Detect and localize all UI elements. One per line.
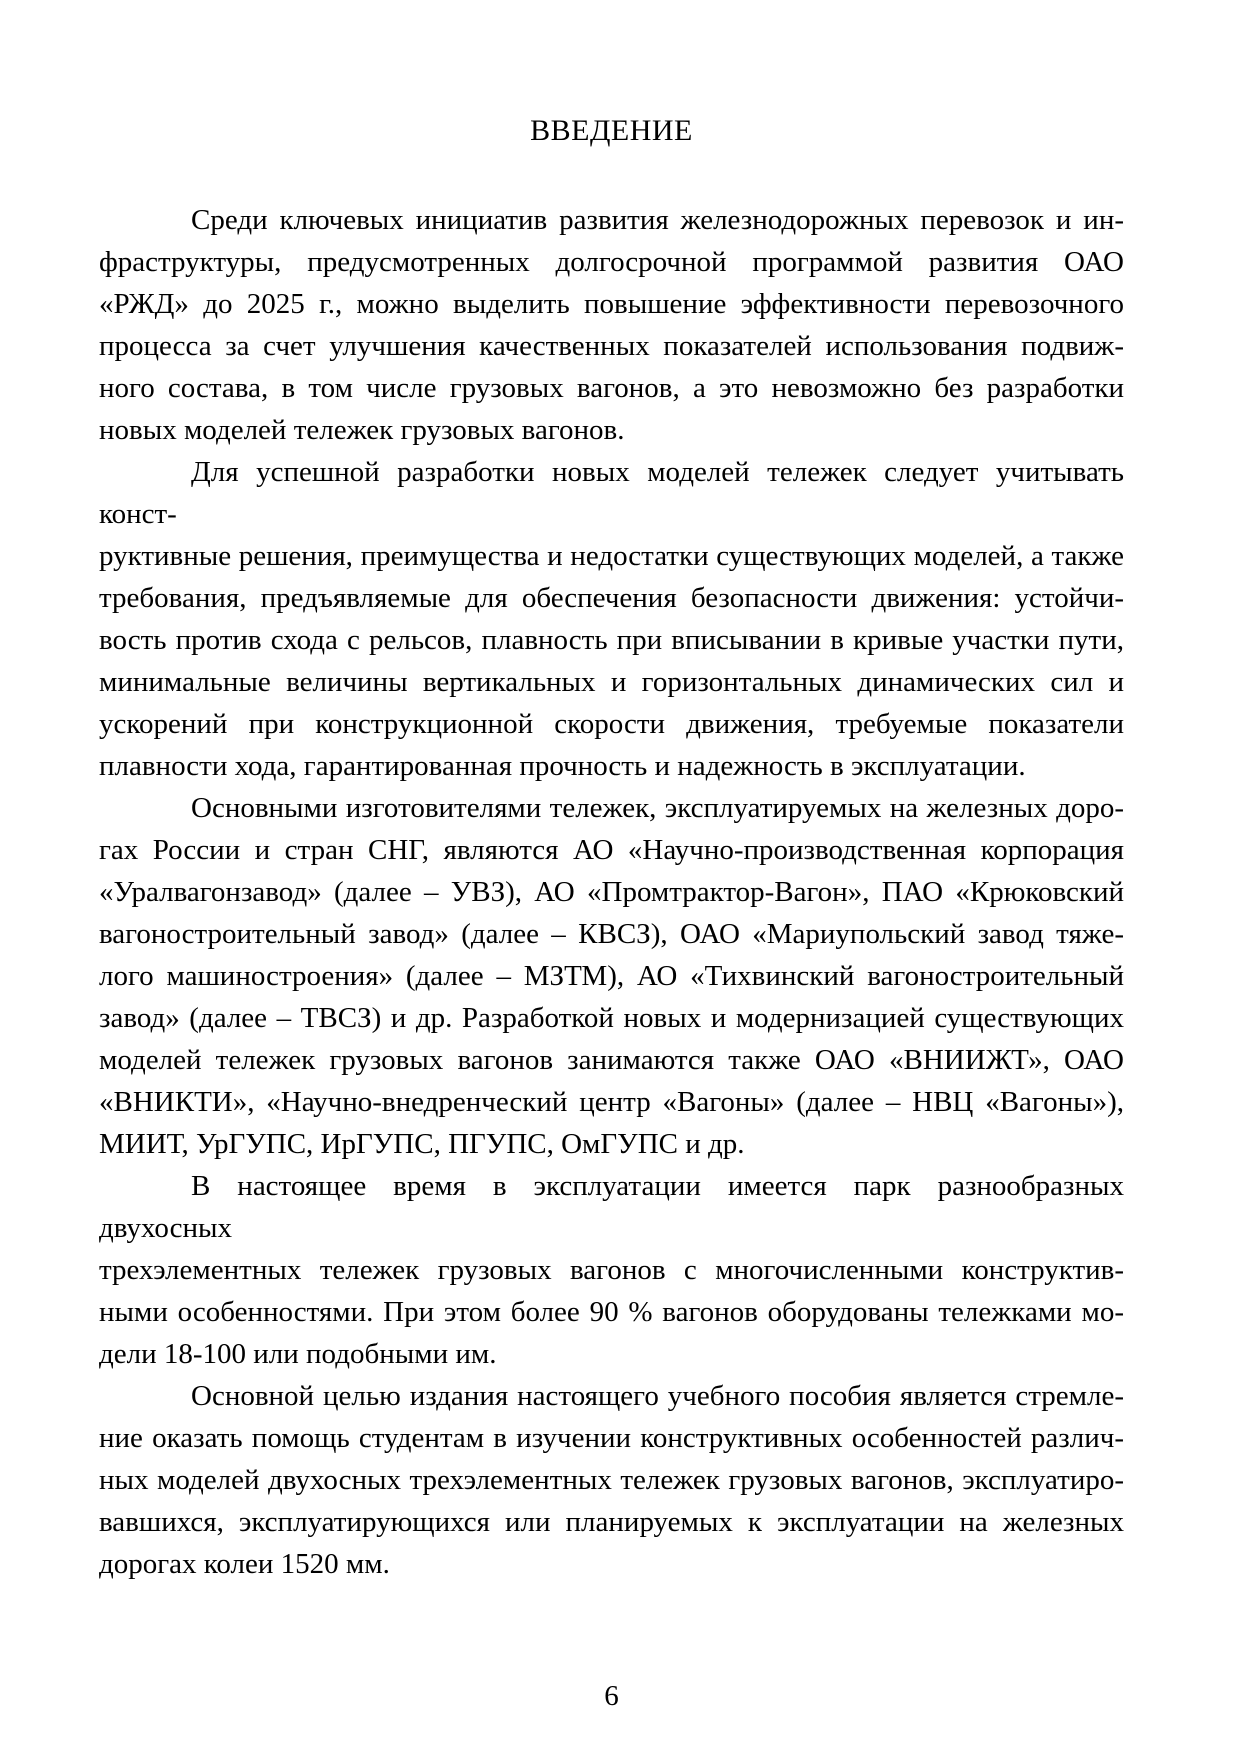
page-title: ВВЕДЕНИЕ — [530, 114, 693, 147]
text-line: гах России и стран СНГ, являются АО «Научно-производственная корпорация — [99, 834, 1124, 866]
page-number: 6 — [604, 1680, 619, 1712]
text-line: вагоностроительный завод» (далее – КВСЗ), ОАО «Мариупольский завод тяже- — [99, 918, 1124, 950]
text-line: новых моделей тележек грузовых вагонов. — [99, 414, 625, 446]
text-line: процесса за счет улучшения качественных показателей использования подвиж- — [99, 330, 1124, 362]
text-line: Основной целью издания настоящего учебного пособия является стремле- — [191, 1380, 1124, 1412]
paragraph — [99, 451, 1124, 787]
text-line: вавшихся, эксплуатирующихся или планируемых к эксплуатации на железных — [99, 1506, 1124, 1538]
text-line: ных моделей двухосных трехэлементных тележек грузовых вагонов, эксплуатиро- — [99, 1464, 1124, 1496]
text-line: «РЖД» до 2025 г., можно выделить повышение эффективности перевозочного — [99, 288, 1124, 320]
text-line: минимальные величины вертикальных и горизонтальных динамических сил и — [99, 666, 1124, 698]
text-line: ние оказать помощь студентам в изучении конструктивных особенностей различ- — [99, 1422, 1124, 1454]
text-line: дорогах колеи 1520 мм. — [99, 1548, 390, 1580]
text-line: В настоящее время в эксплуатации имеется парк разнообразных двухосных — [99, 1170, 1124, 1244]
text-line: требования, предъявляемые для обеспечения безопасности движения: устойчи- — [99, 582, 1124, 614]
text-line: ускорений при конструкционной скорости движения, требуемые показатели — [99, 708, 1124, 740]
text-line: руктивные решения, преимущества и недостатки существующих моделей, а также — [99, 540, 1124, 572]
text-line: «Уралвагонзавод» (далее – УВЗ), АО «Промтрактор-Вагон», ПАО «Крюковский — [99, 876, 1124, 908]
text-line: лого машиностроения» (далее – МЗТМ), АО «Тихвинский вагоностроительный — [99, 960, 1124, 992]
text-line: трехэлементных тележек грузовых вагонов с многочисленными конструктив- — [99, 1254, 1124, 1286]
text-line: МИИТ, УрГУПС, ИрГУПС, ПГУПС, ОмГУПС и др. — [99, 1128, 745, 1160]
text-line: Для успешной разработки новых моделей тележек следует учитывать конст- — [99, 456, 1124, 530]
paragraph — [99, 1375, 1124, 1585]
paragraph — [99, 1165, 1124, 1375]
text-line: плавности хода, гарантированная прочность и надежность в эксплуатации. — [99, 750, 1026, 782]
text-line: дели 18-100 или подобными им. — [99, 1338, 497, 1370]
text-line: моделей тележек грузовых вагонов занимаются также ОАО «ВНИИЖТ», ОАО — [99, 1044, 1124, 1076]
paragraph — [99, 199, 1124, 451]
text-line: Основными изготовителями тележек, эксплуатируемых на железных доро- — [191, 792, 1124, 824]
document-content — [99, 199, 1124, 1585]
text-line: ными особенностями. При этом более 90 % вагонов оборудованы тележками мо- — [99, 1296, 1124, 1328]
text-line: вость против схода с рельсов, плавность при вписывании в кривые участки пути, — [99, 624, 1124, 656]
text-line: завод» (далее – ТВСЗ) и др. Разработкой новых и модернизацией существующих — [99, 1002, 1124, 1034]
text-line: фраструктуры, предусмотренных долгосрочной программой развития ОАО — [99, 246, 1124, 278]
text-line: «ВНИКТИ», «Научно-внедренческий центр «Вагоны» (далее – НВЦ «Вагоны»), — [99, 1086, 1124, 1118]
paragraph — [99, 787, 1124, 1165]
text-line: Среди ключевых инициатив развития железнодорожных перевозок и ин- — [191, 204, 1124, 236]
text-line: ного состава, в том числе грузовых вагонов, а это невозможно без разработки — [99, 372, 1124, 404]
